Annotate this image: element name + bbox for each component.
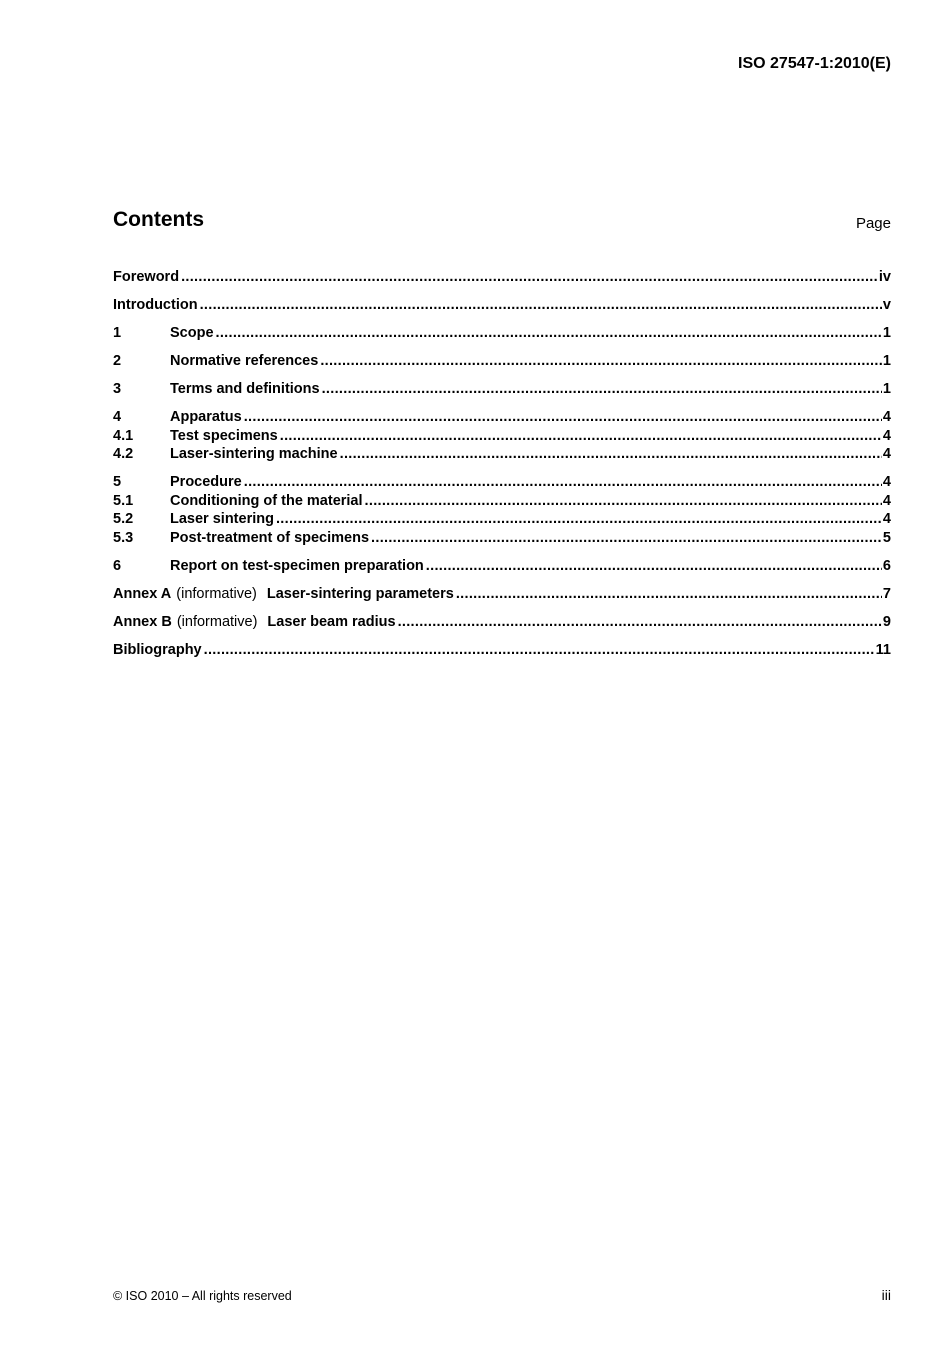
toc-entry-page: 4 [882,427,891,444]
dot-leader [322,380,882,399]
dot-leader [280,427,882,446]
toc-entry-page: 4 [882,492,891,509]
toc-entry-title: Apparatus [170,409,242,425]
toc-entry-apparatus[interactable] [113,408,891,427]
footer-copyright: © ISO 2010 – All rights reserved [113,1289,292,1303]
toc-entry-page: 11 [875,641,891,658]
toc-entry-number: 5.2 [113,511,134,527]
toc-entry-title: Report on test-specimen preparation [170,557,424,574]
toc-entry-test-specimens[interactable] [113,427,891,446]
annex-label: Annex B [113,613,172,630]
dot-leader [216,324,882,343]
dot-leader [204,641,875,660]
toc-entry-page: 1 [882,381,891,397]
toc-entry-number: 4.1 [113,427,134,444]
toc-entry-title: Laser-sintering parameters [266,585,454,602]
toc-entry-page: 5 [882,529,891,546]
toc-entry-foreword[interactable] [113,268,891,287]
toc-entry-title: Post-treatment of specimens [170,529,370,546]
dot-leader [371,529,882,548]
table-of-contents [113,268,891,659]
toc-entry-laser-sintering[interactable] [113,510,891,529]
toc-entry-report[interactable] [113,557,891,576]
toc-entry-number: 4 [113,409,122,425]
toc-entry-page: 4 [882,474,891,490]
toc-entry-number: 5.1 [113,492,134,509]
toc-entry-number: 6 [113,557,122,574]
toc-entry-number: 2 [113,353,122,369]
toc-entry-post-treatment[interactable] [113,529,891,548]
dot-leader [320,352,882,371]
footer-page-number: iii [881,1287,891,1303]
toc-entry-title: Introduction [113,297,198,313]
contents-heading: Contents [113,208,204,231]
dot-leader [426,557,882,576]
toc-entry-number: 5.3 [113,529,134,546]
toc-entry-page: 7 [882,585,891,602]
dot-leader [181,268,878,287]
toc-entry-page: 9 [882,613,891,630]
toc-entry-title: Bibliography [113,641,202,658]
annex-label: Annex A [113,585,172,602]
dot-leader [340,445,882,464]
toc-entry-number: 3 [113,381,122,397]
toc-entry-page: 1 [882,325,891,341]
toc-entry-normative-references[interactable] [113,352,891,371]
dot-leader [398,613,882,632]
toc-entry-number: 4.2 [113,446,134,462]
toc-entry-title: Foreword [113,269,180,285]
dot-leader [244,473,882,492]
dot-leader [276,510,882,529]
toc-entry-title: Laser-sintering machine [170,446,338,462]
toc-entry-procedure[interactable] [113,473,891,492]
dot-leader [456,585,882,604]
toc-entry-title: Normative references [170,353,319,369]
toc-entry-page: 4 [882,446,891,462]
annex-informative-note: (informative) [176,585,257,602]
toc-entry-scope[interactable] [113,324,891,343]
toc-entry-number: 1 [113,325,122,341]
toc-entry-title: Laser beam radius [267,613,396,630]
dot-leader [200,296,882,315]
toc-entry-title: Test specimens [170,427,278,444]
toc-entry-page: 1 [882,353,891,369]
toc-entry-laser-sintering-machine[interactable] [113,445,891,464]
toc-entry-number: 5 [113,474,122,490]
toc-entry-terms-and-definitions[interactable] [113,380,891,399]
toc-entry-annex-a[interactable] [113,585,891,604]
toc-entry-bibliography[interactable] [113,641,891,660]
toc-entry-title: Laser sintering [170,511,274,527]
toc-entry-title: Procedure [170,474,242,490]
dot-leader [365,492,882,511]
toc-entry-title: Terms and definitions [170,381,320,397]
toc-entry-page: 4 [882,511,891,527]
toc-entry-annex-b[interactable] [113,613,891,632]
dot-leader [244,408,882,427]
toc-entry-title: Scope [170,325,214,341]
annex-informative-note: (informative) [176,613,258,630]
toc-entry-page: 6 [882,557,891,574]
toc-entry-introduction[interactable] [113,296,891,315]
toc-entry-page: iv [878,269,891,285]
toc-entry-conditioning[interactable] [113,492,891,511]
toc-entry-title: Conditioning of the material [170,492,363,509]
toc-entry-page: 4 [882,409,891,425]
document-id: ISO 27547-1:2010(E) [738,55,891,72]
page-column-label: Page [855,215,891,232]
toc-entry-page: v [882,297,891,313]
